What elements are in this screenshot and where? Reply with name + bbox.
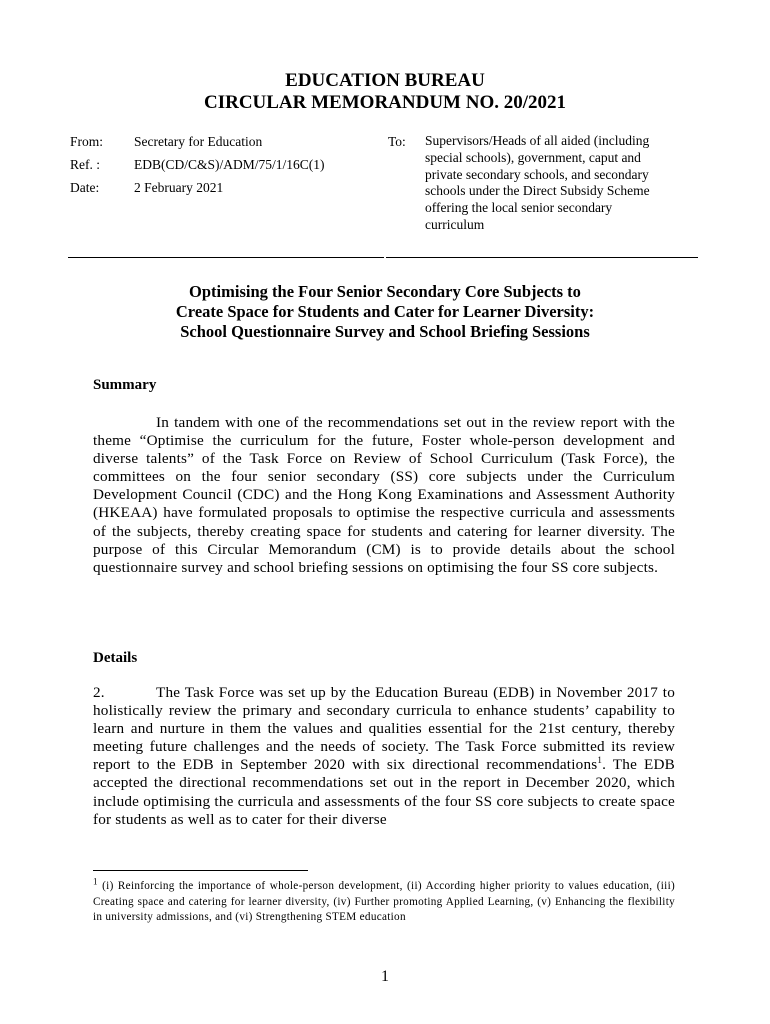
summary-paragraph	[93, 414, 675, 577]
to-value: Supervisors/Heads of all aided (including special schools), government, caput and private secondary schools, and secondary schools under the Direct Subsidy Scheme offering the local senior secondary curriculum	[425, 133, 650, 232]
subject-line-2: Create Space for Students and Cater for Learner Diversity:	[175, 302, 595, 321]
paragraph-number: 2.	[93, 684, 105, 701]
summary-text: In tandem with one of the recommendations set out in the review report with the theme “Optimise the curriculum for the future, Foster whole-person development and diverse talents” of the Task Force on Review of School Curriculum (Task Force), the committees on the four senior secondary (SS) core subjects under the Curriculum Development Council (CDC) and the Hong Kong Examinations and Assessment Authority (HKEAA) have formulated proposals to optimise the respective curricula and assessments of the subjects, thereby creating space for students and catering for learner diversity. The purpose of this Circular Memorandum (CM) is to provide details about the school questionnaire survey and school briefing sessions on optimising the four SS core subjects.	[93, 414, 675, 576]
to-label: To:	[388, 134, 406, 149]
footnote-reference[interactable]: 1	[597, 755, 603, 766]
details-heading: Details	[93, 650, 138, 666]
memo-subject	[0, 282, 770, 342]
subject-line-3: School Questionnaire Survey and School Briefing Sessions	[180, 322, 590, 341]
from-row	[70, 133, 390, 156]
header-divider-right	[386, 257, 698, 258]
memo-number-title: CIRCULAR MEMORANDUM NO. 20/2021	[203, 92, 567, 113]
to-block	[388, 133, 688, 234]
summary-heading: Summary	[93, 377, 157, 393]
details-text-continued: . The EDB accepted the directional recommendations set out in the report in December 2020, which include optimising the curricula and assessments of the four SS core subjects to create space for students as well as to cater for their diverse	[93, 756, 676, 828]
from-label: From:	[70, 134, 104, 149]
memo-header	[0, 70, 770, 114]
date-value: 2 February 2021	[134, 180, 224, 195]
from-value: Secretary for Education	[134, 134, 263, 149]
details-paragraph	[93, 684, 675, 829]
subject-line-1: Optimising the Four Senior Secondary Core Subjects to	[189, 282, 581, 301]
footnote-marker: 1	[93, 876, 98, 887]
ref-row	[70, 156, 390, 179]
footnote	[93, 876, 675, 926]
header-divider-left	[68, 257, 384, 258]
footnote-divider	[93, 870, 308, 871]
footnote-text: (i) Reinforcing the importance of whole-person development, (ii) According higher priority to values education, (iii) Creating space and catering for learner diversity, (iv) Further promoting Applied Learning, (v) Enhancing the flexibility in university admissions, and (vi) Strengthening STEM education	[93, 880, 675, 923]
ref-value: EDB(CD/C&S)/ADM/75/1/16C(1)	[134, 157, 325, 172]
ref-label: Ref. :	[70, 157, 100, 172]
memo-meta-left	[70, 133, 390, 202]
issuer-title: EDUCATION BUREAU	[285, 70, 485, 91]
page-number: 1	[381, 968, 389, 985]
date-label: Date:	[70, 180, 100, 195]
details-text: The Task Force was set up by the Education Bureau (EDB) in November 2017 to holistically review the primary and secondary curricula to enhance students’ capability to learn and nurture in them the values and qualities essential for the 21st century, thereby meeting future challenges and the needs of society. The Task Force submitted its review report to the EDB in September 2020 with six directional recommendations	[93, 684, 675, 774]
date-row	[70, 179, 390, 202]
